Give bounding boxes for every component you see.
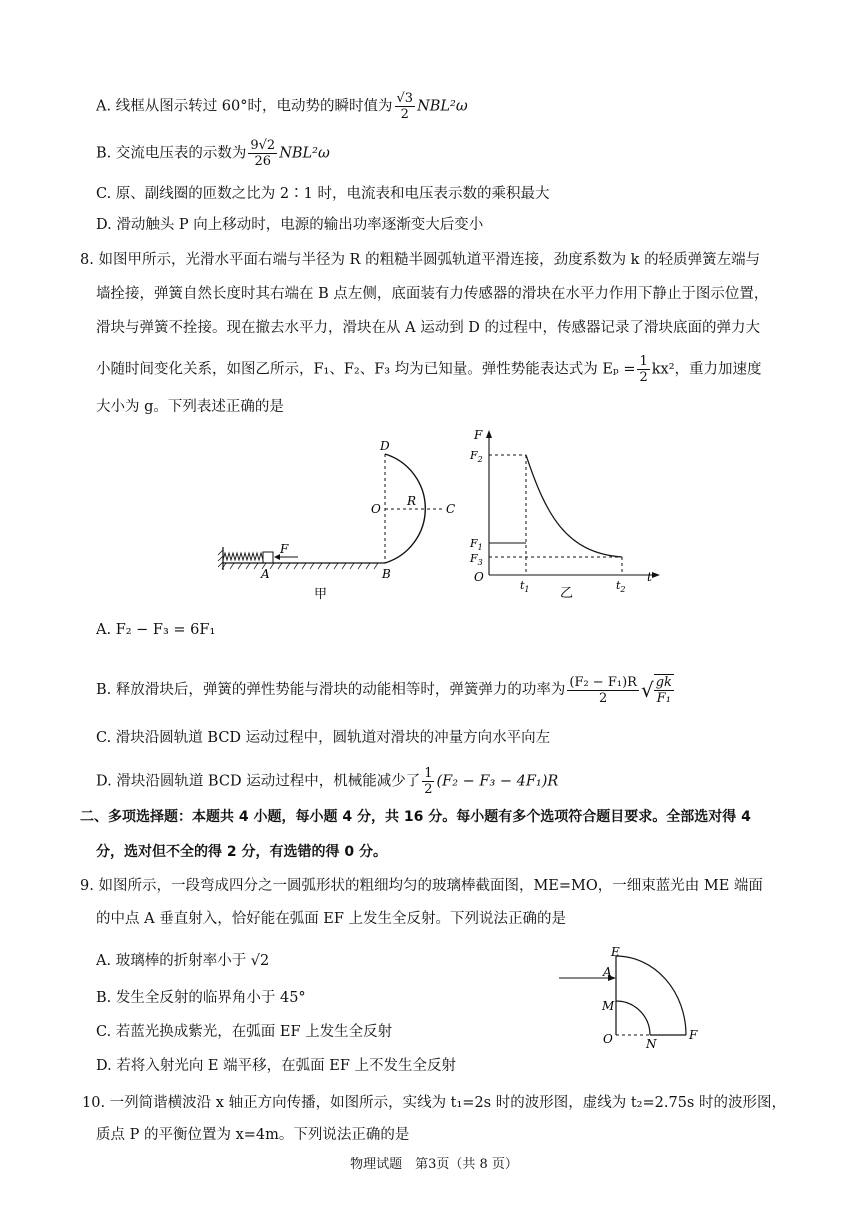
q8-line-2: 墙拴接，弹簧自然长度时其右端在 B 点左侧，底面装有力传感器的滑块在水平力作用下静止于图示位置， bbox=[96, 286, 769, 302]
q8-option-b: B. 释放滑块后，弹簧的弹性势能与滑块的动能相等时，弹簧弹力的功率为 $\frac{\text{(F₂ − F₁)R}}{2}$ √ $\frac{gk}{\text{F₁}}$ bbox=[96, 674, 672, 706]
q8-option-a: A. F₂ − F₃ = 6F₁ bbox=[96, 622, 216, 638]
label-M: M bbox=[602, 999, 615, 1013]
q9-option-d: D. 若将入射光向 E 端平移，在弧面 EF 上不发生全反射 bbox=[96, 1058, 456, 1074]
label-F-fig9: F bbox=[689, 1028, 698, 1042]
label-F2: $F_2$ bbox=[470, 449, 483, 464]
force-curve bbox=[526, 455, 622, 557]
figure-jia-caption: 甲 bbox=[314, 587, 328, 602]
wall-hatch bbox=[218, 550, 223, 567]
q10-line-2: 质点 P 的平衡位置为 x=4m。下列说法正确的是 bbox=[96, 1127, 410, 1143]
q7-option-d: D. 滑动触头 P 向上移动时，电源的输出功率逐渐变大后变小 bbox=[96, 217, 484, 233]
slider-block bbox=[263, 552, 273, 563]
q7-option-b: B. 交流电压表的示数为 $\frac{9√2}{26}$ NBL²ω bbox=[96, 138, 330, 169]
origin-label: O bbox=[474, 570, 484, 584]
q9-line-2: 的中点 A 垂直射入，恰好能在弧面 EF 上发生全反射。下列说法正确的是 bbox=[96, 911, 567, 927]
figure-jia-track bbox=[210, 432, 470, 602]
arc-EF bbox=[616, 956, 686, 1035]
section-2-heading-line-2: 分，选对但不全的得 2 分，有选错的得 0 分。 bbox=[96, 844, 387, 860]
q8-line-4: 小随时间变化关系，如图乙所示，F₁、F₂、F₃ 均为已知量。弹性势能表达式为 Eₚ = $\frac{1}{2}$ kx²，重力加速度 bbox=[96, 354, 762, 385]
q9-option-c: C. 若蓝光换成紫光，在弧面 EF 上发生全反射 bbox=[96, 1024, 393, 1040]
q10-line-1: 10. 一列简谐横波沿 x 轴正方向传播，如图所示，实线为 t₁=2s 时的波形图，虚线为 t₂=2.75s 时的波形图， bbox=[82, 1095, 786, 1111]
label-A: A bbox=[261, 567, 270, 581]
q8-option-c: C. 滑块沿圆轨道 BCD 运动过程中，圆轨道对滑块的冲量方向水平向左 bbox=[96, 730, 551, 746]
label-N: N bbox=[646, 1037, 657, 1051]
label-F1: $F_1$ bbox=[470, 537, 483, 552]
q9-line-1: 9. 如图所示，一段弯成四分之一圆弧形状的粗细均匀的玻璃棒截面图，ME=MO，一细束蓝光由 ME 端面 bbox=[80, 878, 763, 894]
figure-yi-caption: 乙 bbox=[560, 586, 574, 600]
figure-glass-rod bbox=[555, 944, 715, 1054]
page-footer: 物理试题 第3页（共 8 页） bbox=[350, 1157, 518, 1172]
figure-yi-graph bbox=[466, 425, 666, 600]
q9-option-b: B. 发生全反射的临界角小于 45° bbox=[96, 990, 306, 1006]
ground-hatch bbox=[222, 563, 378, 569]
label-t2: $t_2$ bbox=[616, 579, 626, 594]
label-O-fig9: O bbox=[603, 1032, 613, 1046]
label-A-fig9: A bbox=[603, 965, 612, 979]
axis-label-F: F bbox=[474, 428, 483, 442]
q8-line-5: 大小为 g。下列表述正确的是 bbox=[96, 399, 284, 415]
q9-option-a: A. 玻璃棒的折射率小于 √2 bbox=[96, 953, 270, 969]
label-F: F bbox=[280, 542, 289, 556]
q7-option-c: C. 原、副线圈的匝数之比为 2∶1 时，电流表和电压表示数的乘积最大 bbox=[96, 186, 550, 202]
label-O: O bbox=[371, 502, 381, 516]
spring bbox=[223, 553, 263, 560]
label-D: D bbox=[380, 439, 390, 453]
label-B: B bbox=[382, 567, 391, 581]
q8-line-1: 8. 如图甲所示，光滑水平面右端与半径为 R 的粗糙半圆弧轨道平滑连接，劲度系数为 k 的轻质弹簧左端与 bbox=[80, 252, 761, 268]
q7-option-a: A. 线框从图示转过 60°时，电动势的瞬时值为 $\frac{√3}{2}$ NBL²ω bbox=[96, 91, 468, 122]
arc-MN bbox=[616, 1001, 650, 1035]
label-F3: $F_3$ bbox=[470, 552, 483, 567]
q8-option-d: D. 滑块沿圆轨道 BCD 运动过程中，机械能减少了 $\frac{1}{2}$ (F₂ − F₃ − 4F₁)R bbox=[96, 766, 559, 797]
label-E: E bbox=[611, 945, 620, 959]
q8-line-3: 滑块与弹簧不拴接。现在撤去水平力，滑块在从 A 运动到 D 的过程中，传感器记录了滑块底面的弹力大 bbox=[96, 320, 761, 336]
label-t1: $t_1$ bbox=[520, 579, 530, 594]
label-C: C bbox=[446, 502, 456, 516]
axis-label-t: t bbox=[647, 570, 652, 584]
label-R: R bbox=[407, 494, 417, 508]
section-2-heading-line-1: 二、多项选择题：本题共 4 小题，每小题 4 分，共 16 分。每小题有多个选项符合题目要求。全部选对得 4 bbox=[80, 809, 751, 825]
